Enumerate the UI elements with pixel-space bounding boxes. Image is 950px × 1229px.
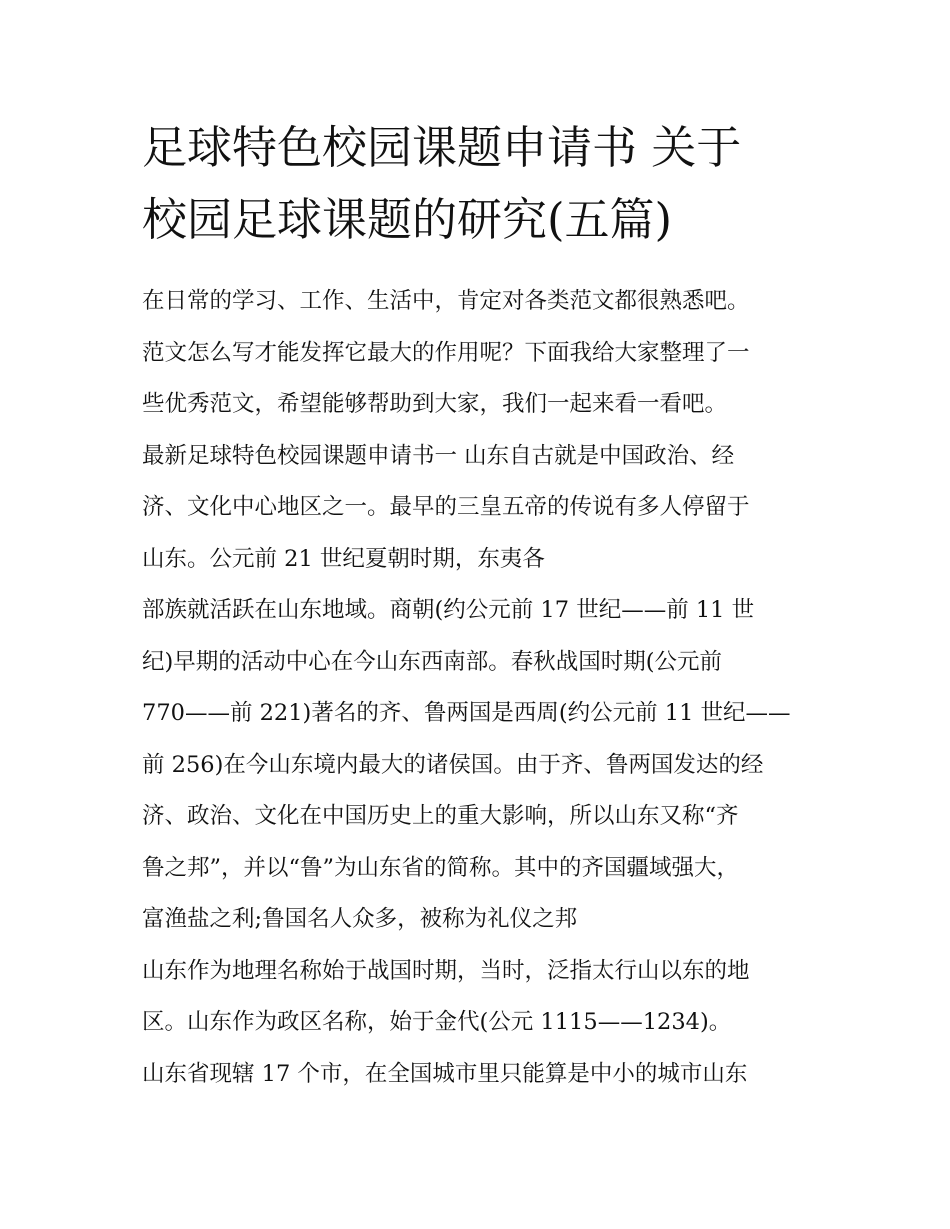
- text-line: 济、政治、文化在中国历史上的重大影响，所以山东又称“齐: [142, 803, 739, 829]
- text-line: 770——前 221)著名的齐、鲁两国是西周(约公元前 11 世纪——: [142, 700, 791, 726]
- text-line: 最新足球特色校园课题申请书一 山东自古就是中国政治、经: [142, 442, 735, 469]
- text-line: 济、文化中心地区之一。最早的三皇五帝的传说有多人停留于: [142, 494, 750, 520]
- text-line: 些优秀范文，希望能够帮助到大家，我们一起来看一看吧。: [142, 391, 728, 417]
- text-line: 山东。公元前 21 世纪夏朝时期，东夷各: [142, 545, 545, 572]
- text-line: 部族就活跃在山东地域。商朝(约公元前 17 世纪——前 11 世: [142, 597, 755, 623]
- text-line: 在日常的学习、工作、生活中，肯定对各类范文都很熟悉吧。: [142, 288, 750, 314]
- text-line: 富渔盐之利;鲁国名人众多，被称为礼仪之邦: [142, 906, 578, 932]
- title-line-2: 校园足球课题的研究(五篇): [142, 193, 673, 246]
- text-line: 鲁之邦”，并以“鲁”为山东省的简称。其中的齐国疆域强大，: [142, 854, 740, 881]
- text-line: 山东省现辖 17 个市，在全国城市里只能算是中小的城市山东: [142, 1060, 748, 1087]
- text-line: 区。山东作为政区名称，始于金代(公元 1115——1234)。: [142, 1009, 732, 1035]
- text-line: 纪)早期的活动中心在今山东西南部。春秋战国时期(公元前: [142, 648, 723, 675]
- text-line: 山东作为地理名称始于战国时期，当时，泛指太行山以东的地: [142, 957, 750, 984]
- text-line: 范文怎么写才能发挥它最大的作用呢？下面我给大家整理了一: [142, 339, 750, 366]
- text-line: 前 256)在今山东境内最大的诸侯国。由于齐、鲁两国发达的经: [142, 751, 764, 778]
- document-title: [142, 112, 832, 256]
- body-text: [142, 280, 842, 1104]
- title-line-1: 足球特色校园课题申请书 关于: [142, 121, 742, 174]
